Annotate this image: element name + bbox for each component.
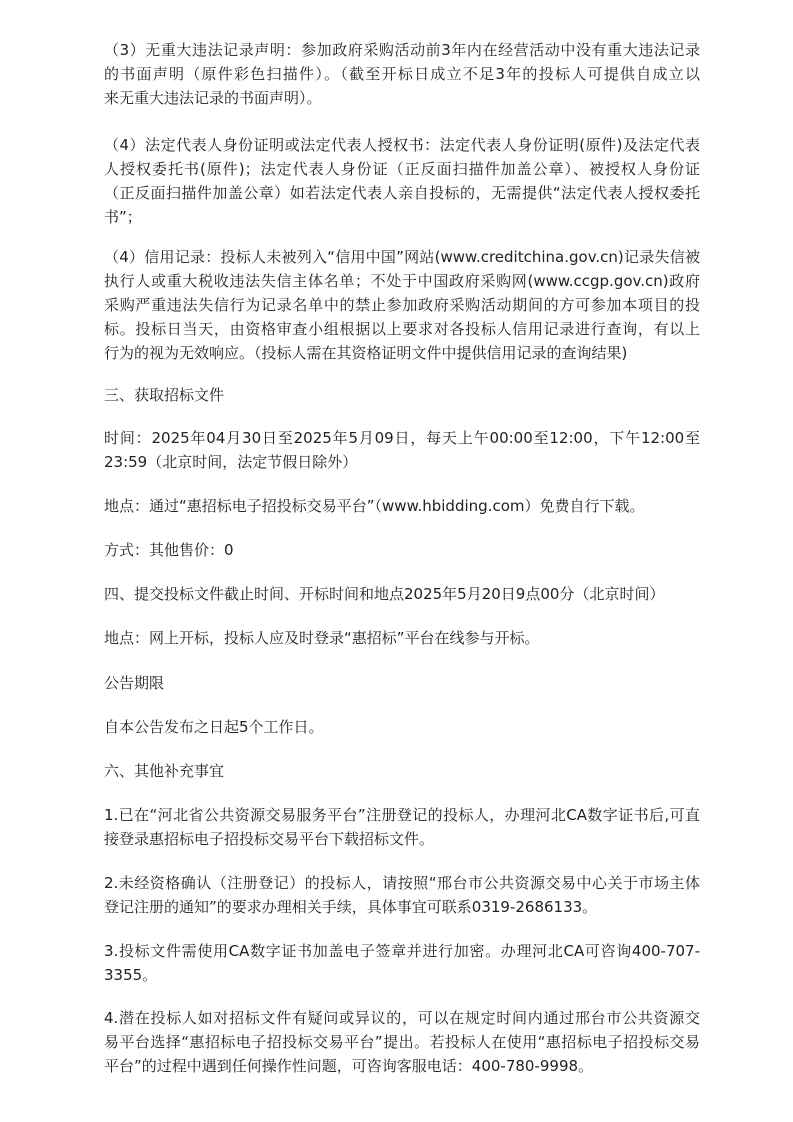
notice-period-text — [104, 715, 700, 739]
text-line: 3355。 — [104, 966, 158, 984]
text-line: 1.已在“河北省公共资源交易服务平台”注册登记的投标人，办理河北CA数字证书后,可直 — [104, 806, 700, 824]
section-heading-text: 公告期限 — [104, 674, 165, 692]
text-line: 人授权委托书(原件)；法定代表人身份证（正反面扫描件加盖公章）、被授权人身份证 — [104, 160, 700, 178]
bid-opening-location — [104, 626, 700, 650]
no-violation-declaration — [104, 38, 700, 110]
text-line: 时间：2025年04月30日至2025年5月09日，每天上午00:00至12:00，下午12:00至 — [104, 429, 700, 447]
text-line: 4.潜在投标人如对招标文件有疑问或异议的，可以在规定时间内通过邢台市公共资源交 — [104, 1009, 700, 1027]
obtain-documents-method — [104, 538, 700, 562]
text-line: 行为的视为无效响应。（投标人需在其资格证明文件中提供信用记录的查询结果) — [104, 344, 628, 362]
other-matters-item-3 — [104, 939, 700, 987]
text-line: 平台”的过程中遇到任何操作性问题，可咨询客服电话：400-780-9998。 — [104, 1057, 594, 1075]
text-line: 来无重大违法记录的书面声明）。 — [104, 89, 322, 107]
text-line: 易平台选择“惠招标电子招投标交易平台”提出。若投标人在使用“惠招标电子招投标交易 — [104, 1033, 700, 1051]
text-line: 3.投标文件需使用CA数字证书加盖电子签章并进行加密。办理河北CA可咨询400-707- — [104, 942, 700, 960]
text-line: （正反面扫描件加盖公章）如若法定代表人亲自投标的，无需提供“法定代表人授权委托 — [104, 184, 700, 202]
text-line: 书”； — [104, 208, 142, 226]
text-line: 接登录惠招标电子招投标交易平台下载招标文件。 — [104, 830, 435, 848]
section-heading-submission-deadline — [104, 582, 700, 606]
section-heading-text: 四、提交投标文件截止时间、开标时间和地点2025年5月20日9点00分（北京时间） — [104, 585, 665, 603]
text-line: 登记注册的通知”的要求办理相关手续，具体事宜可联系0319-2686133。 — [104, 898, 598, 916]
section-heading-other-matters — [104, 759, 700, 783]
text-line: 自本公告发布之日起5个工作日。 — [104, 718, 324, 736]
obtain-documents-location — [104, 494, 700, 518]
text-line: （3）无重大违法记录声明：参加政府采购活动前3年内在经营活动中没有重大违法记录 — [104, 41, 700, 59]
obtain-documents-time — [104, 426, 700, 474]
text-line: 2.未经资格确认（注册登记）的投标人，请按照“邢台市公共资源交易中心关于市场主体 — [104, 874, 700, 892]
legal-representative-certificate — [104, 133, 700, 229]
text-line: （4）法定代表人身份证明或法定代表人授权书：法定代表人身份证明(原件)及法定代表 — [104, 136, 700, 154]
other-matters-item-4 — [104, 1006, 700, 1078]
credit-record-requirement — [104, 245, 700, 365]
text-line: 23:59（北京时间，法定节假日除外） — [104, 453, 358, 471]
other-matters-item-2 — [104, 871, 700, 919]
text-line: 方式：其他售价：0 — [104, 541, 234, 559]
text-line: 的书面声明（原件彩色扫描件）。（截至开标日成立不足3年的投标人可提供自成立以 — [104, 65, 700, 83]
text-line: 地点：通过“惠招标电子招投标交易平台”（www.hbidding.com）免费自行下载。 — [104, 497, 645, 515]
text-line: 地点：网上开标，投标人应及时登录“惠招标”平台在线参与开标。 — [104, 629, 540, 647]
other-matters-item-1 — [104, 803, 700, 851]
section-heading-notice-period — [104, 671, 700, 695]
text-line: 采购严重违法失信行为记录名单中的禁止参加政府采购活动期间的方可参加本项目的投 — [104, 296, 700, 314]
section-heading-obtain-documents — [104, 383, 700, 407]
text-line: 执行人或重大税收违法失信主体名单；不处于中国政府采购网(www.ccgp.gov.cn)政府 — [104, 272, 700, 290]
text-line: 标。投标日当天，由资格审查小组根据以上要求对各投标人信用记录进行查询，有以上 — [104, 320, 700, 338]
section-heading-text: 六、其他补充事宜 — [104, 762, 225, 780]
text-line: （4）信用记录：投标人未被列入“信用中国”网站(www.creditchina.gov.cn)记录失信被 — [104, 248, 700, 266]
section-heading-text: 三、获取招标文件 — [104, 386, 225, 404]
